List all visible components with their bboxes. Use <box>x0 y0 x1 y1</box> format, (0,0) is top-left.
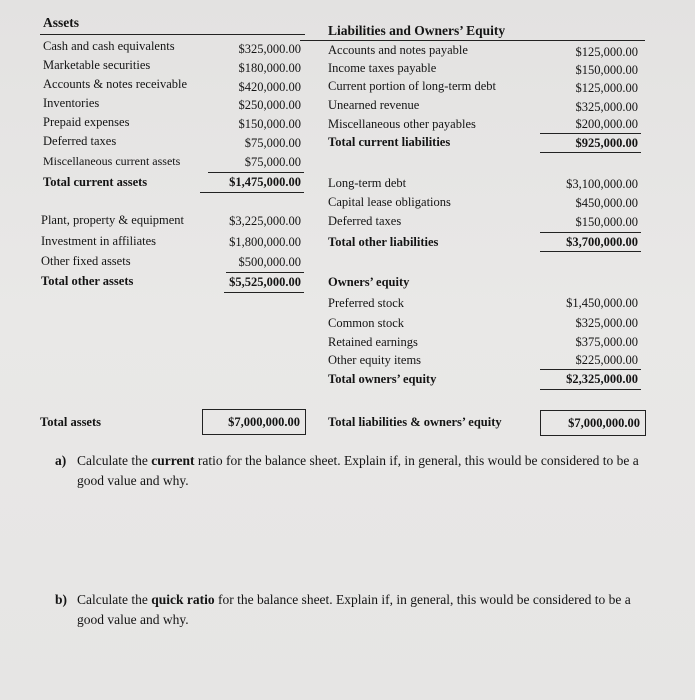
total-assets-label: Total assets <box>40 415 102 429</box>
liability-label: Accounts and notes payable <box>328 43 468 57</box>
liabilities-heading-rule <box>300 40 645 41</box>
assets-heading-rule <box>40 34 305 35</box>
question-b-tag: b) <box>55 592 68 607</box>
asset-label: Other fixed assets <box>41 254 131 268</box>
asset-label: Investment in affiliates <box>41 234 157 248</box>
asset-label: Deferred taxes <box>43 134 117 148</box>
equity-amount: $225,000.00 <box>575 353 638 367</box>
liability-label: Unearned revenue <box>328 98 420 112</box>
liability-amount: $450,000.00 <box>575 196 638 210</box>
asset-label: Prepaid expenses <box>43 115 130 129</box>
liability-amount: $325,000.00 <box>575 100 638 114</box>
asset-amount: $75,000.00 <box>244 136 301 150</box>
asset-amount: $75,000.00 <box>244 155 301 169</box>
total-rule <box>540 389 641 390</box>
total-other-liabilities-amount: $3,700,000.00 <box>566 235 638 249</box>
liability-label: Capital lease obligations <box>328 195 451 209</box>
asset-label: Marketable securities <box>43 58 151 72</box>
question-b-rest: for the balance sheet. Explain if, in general, this would be considered to be a good value and why. <box>77 592 631 627</box>
asset-amount: $325,000.00 <box>238 42 301 56</box>
question-b-term: quick ratio <box>151 592 215 607</box>
subtotal-rule <box>226 272 304 273</box>
total-rule <box>540 251 641 252</box>
asset-amount: $250,000.00 <box>238 98 301 112</box>
question-a-tag: a) <box>55 453 67 468</box>
total-rule <box>540 152 641 153</box>
equity-amount: $375,000.00 <box>575 335 638 349</box>
liability-amount: $200,000.00 <box>575 117 638 131</box>
total-rule <box>224 292 304 293</box>
total-current-assets-label: Total current assets <box>43 175 148 189</box>
question-a <box>55 451 640 491</box>
liability-amount: $150,000.00 <box>575 215 638 229</box>
asset-label: Miscellaneous current assets <box>43 154 181 168</box>
total-liabilities-equity-amount: $7,000,000.00 <box>568 416 640 430</box>
liability-amount: $125,000.00 <box>575 45 638 59</box>
question-b <box>55 590 640 630</box>
total-other-assets-amount: $5,525,000.00 <box>229 275 301 289</box>
equity-amount: $1,450,000.00 <box>566 296 638 310</box>
asset-amount: $500,000.00 <box>238 255 301 269</box>
asset-amount: $180,000.00 <box>238 61 301 75</box>
liabilities-heading: Liabilities and Owners’ Equity <box>328 23 506 38</box>
question-a-rest: ratio for the balance sheet. Explain if, in general, this would be considered to be a good value and why. <box>77 453 639 488</box>
asset-amount: $420,000.00 <box>238 80 301 94</box>
equity-label: Other equity items <box>328 353 422 367</box>
liability-amount: $150,000.00 <box>575 63 638 77</box>
liability-label: Miscellaneous other payables <box>328 117 476 131</box>
subtotal-rule <box>208 172 304 173</box>
total-owners-equity-amount: $2,325,000.00 <box>566 372 638 386</box>
liability-label: Deferred taxes <box>328 214 402 228</box>
assets-heading: Assets <box>43 15 79 30</box>
owners-equity-heading: Owners’ equity <box>328 275 410 289</box>
total-liabilities-equity-label: Total liabilities & owners’ equity <box>328 415 502 429</box>
question-a-term: current <box>151 453 195 468</box>
question-b-lead: Calculate the <box>77 592 152 607</box>
question-a-lead: Calculate the <box>77 453 152 468</box>
total-current-assets-amount: $1,475,000.00 <box>229 175 301 189</box>
asset-label: Accounts & notes receivable <box>43 77 188 91</box>
asset-label: Inventories <box>43 96 100 110</box>
liability-label: Income taxes payable <box>328 61 437 75</box>
equity-label: Preferred stock <box>328 296 405 310</box>
asset-label: Plant, property & equipment <box>41 213 185 227</box>
total-rule <box>200 192 304 193</box>
asset-amount: $3,225,000.00 <box>229 214 301 228</box>
liability-amount: $125,000.00 <box>575 81 638 95</box>
total-other-liabilities-label: Total other liabilities <box>328 235 439 249</box>
total-owners-equity-label: Total owners’ equity <box>328 372 437 386</box>
liability-label: Long-term debt <box>328 176 407 190</box>
total-current-liabilities-label: Total current liabilities <box>328 135 451 149</box>
liability-amount: $3,100,000.00 <box>566 177 638 191</box>
subtotal-rule <box>540 232 641 233</box>
equity-amount: $325,000.00 <box>575 316 638 330</box>
equity-label: Common stock <box>328 316 405 330</box>
asset-label: Cash and cash equivalents <box>43 39 175 53</box>
asset-amount: $1,800,000.00 <box>229 235 301 249</box>
subtotal-rule <box>540 369 641 370</box>
equity-label: Retained earnings <box>328 335 418 349</box>
asset-amount: $150,000.00 <box>238 117 301 131</box>
total-current-liabilities-amount: $925,000.00 <box>575 136 638 150</box>
liability-label: Current portion of long-term debt <box>328 79 497 93</box>
total-other-assets-label: Total other assets <box>41 274 134 288</box>
subtotal-rule <box>540 133 641 134</box>
total-assets-amount: $7,000,000.00 <box>228 415 300 429</box>
